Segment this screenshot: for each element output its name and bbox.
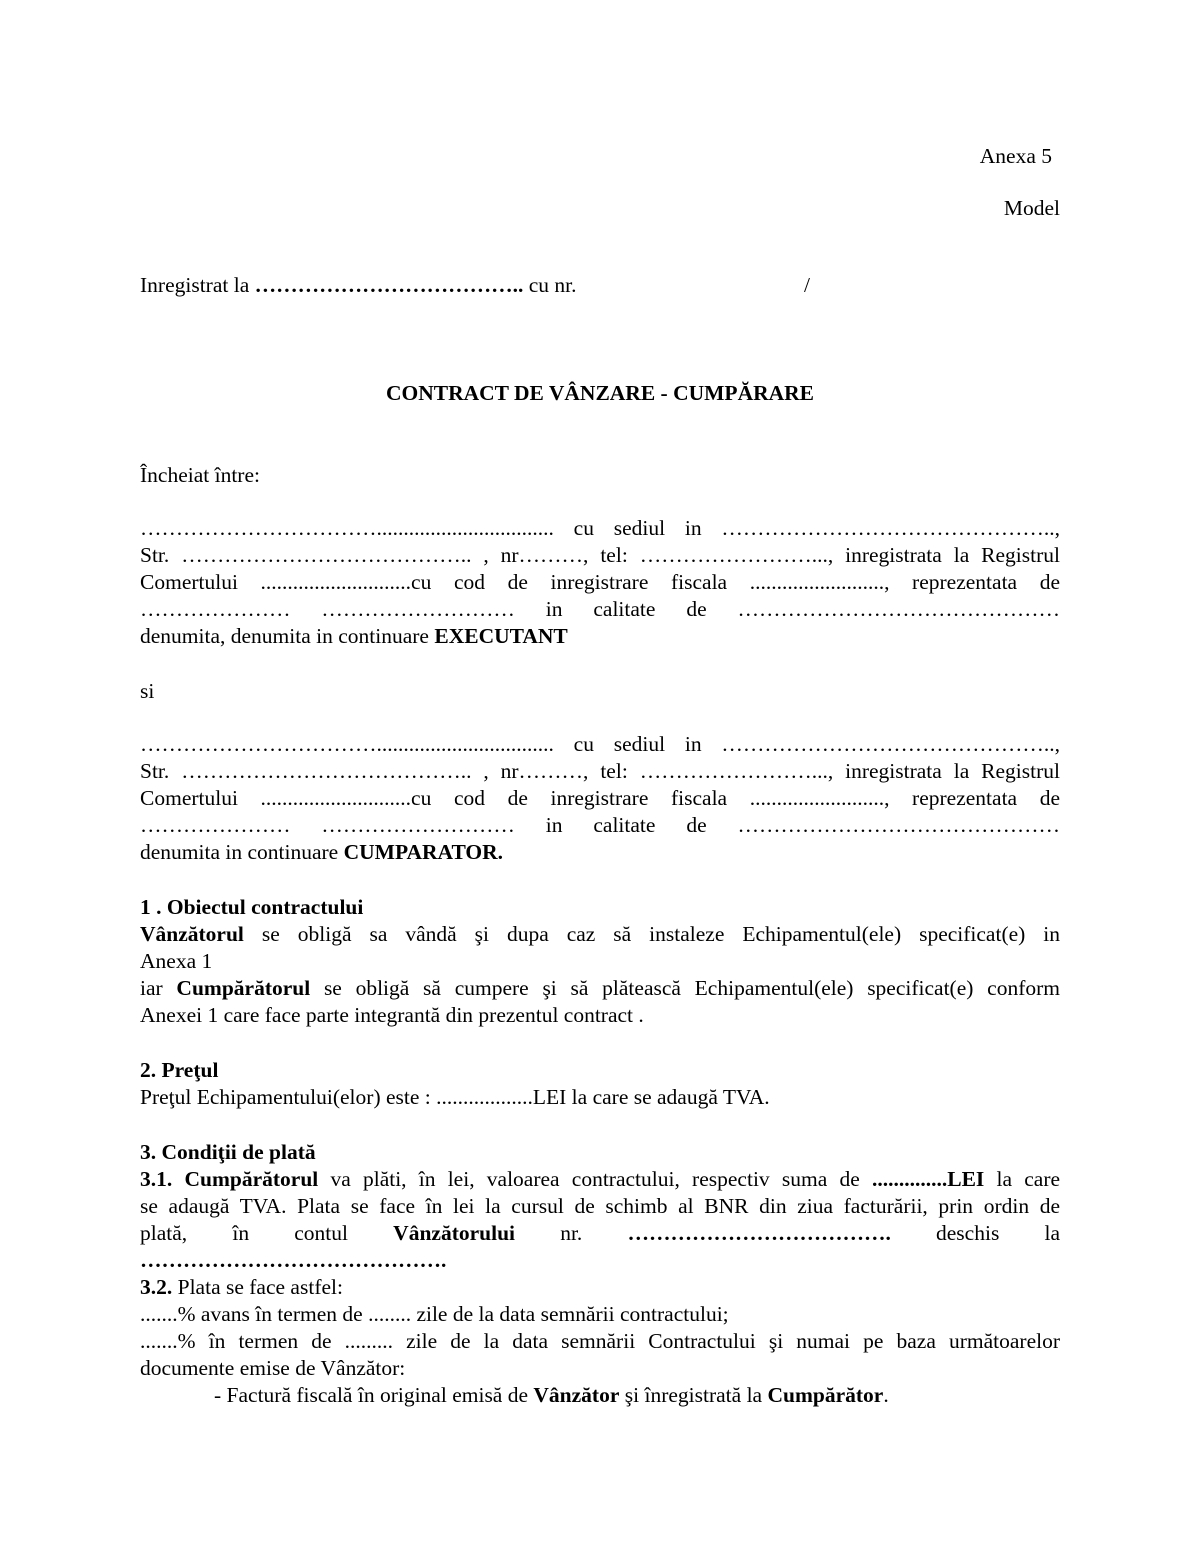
section1-line3-text: se obligă să cumpere şi să plătească Echipamentul(ele) specificat(e) conform [323,976,1060,1000]
section1-line4: Anexei 1 care face parte integrantă din prezentul contract . [140,1003,644,1027]
buyer-bold: Cumpărătorul [176,976,311,1000]
seller-bold: Vânzătorul [140,922,244,946]
section3-block [140,1139,1060,1409]
section2-heading [140,1057,1060,1084]
section3-heading-text: 3. Condiţii de plată [140,1140,316,1164]
section3-1-bank-dots: ……………………………………. [140,1248,447,1272]
section3-1-l3-c: contul [294,1221,348,1245]
party2-designation-text: denumita in continuare [140,840,339,864]
registration-label: Inregistrat la [140,273,250,297]
section3-1-account-dots: ………………………………. [627,1221,891,1245]
section3-heading [140,1139,1060,1166]
section3-1-l3-f: la [1044,1221,1061,1245]
section3-1-l3-a: plată, [140,1221,188,1245]
party2-line5 [140,839,1060,866]
party1-line5 [140,623,1060,650]
section3-1-text: va plăti, în lei, valoarea contractului, respectiv suma de [330,1167,860,1191]
section1-block [140,894,1060,1029]
party2-block [140,731,1060,866]
party1-designation-text: denumita, denumita in continuare [140,624,429,648]
section3-2-line5 [140,1382,1060,1409]
party1-line4: ………………… ……………………… in calitate de ……………………………………… [140,597,1060,621]
section1-line1 [140,921,1060,948]
section3-2-seller: Vânzător [533,1383,620,1407]
party2-line1: ……………………………................................. cu sediul in ……………………………………….., [140,732,1060,756]
party2-line4: ………………… ……………………… in calitate de ……………………………………… [140,813,1060,837]
section3-1-line2: se adaugă TVA. Plata se face în lei la cursul de schimb al BNR din ziua facturării, prin ordin de [140,1194,1060,1218]
section3-1-buyer: Cumpărătorul [184,1167,319,1191]
annex-label: Anexa 5 [979,144,1052,168]
registration-slash: / [804,273,810,297]
section3-1-seller: Vânzătorului [393,1221,516,1245]
section3-1-l3-e: deschis [936,1221,1000,1245]
section3-2-l5-pre: - Factură fiscală în original emisă de [214,1383,529,1407]
section3-1-l3-b: în [232,1221,250,1245]
section3-2-line1 [140,1274,1060,1301]
registration-dots: ……………………………….. [254,273,524,297]
contract-title: CONTRACT DE VÂNZARE - CUMPĂRARE [385,381,815,405]
section3-1-l3-nr: nr. [560,1221,583,1245]
party2-line3: Comertului ............................cu cod de inregistrare fiscala ........................., reprezentata de [140,786,1060,810]
party2-designation: CUMPARATOR. [343,840,504,864]
section3-2-number: 3.2. [140,1275,173,1299]
section3-2-line2: .......% avans în termen de ........ zile de la data semnării contractului; [140,1302,729,1326]
si-text: si [140,679,155,703]
section3-2-text: Plata se face astfel: [177,1275,343,1299]
party1-line2: Str. ………………………………….. , nr………, tel: ……………………..., inregistrata la Registrul [140,543,1060,567]
section3-1-line3 [140,1220,1060,1247]
section3-1-tail: la care [996,1167,1061,1191]
intro-text: Încheiat între: [140,463,260,487]
party1-designation: EXECUTANT [434,624,568,648]
section1-line3-pre: iar [140,976,163,1000]
party1-line3: Comertului ............................cu cod de inregistrare fiscala ........................., reprezentata de [140,570,1060,594]
section2-text: Preţul Echipamentului(elor) este : ..................LEI la care se adaugă TVA. [140,1085,770,1109]
section1-line3 [140,975,1060,1002]
party2-line2: Str. ………………………………….. , nr………, tel: ……………………..., inregistrata la Registrul [140,759,1060,783]
section1-heading-text: 1 . Obiectul contractului [140,895,364,919]
party1-line1: ……………………………................................. cu sediul in ……………………………………….., [140,516,1060,540]
section2-block [140,1057,1060,1111]
section3-2-l5-end: . [883,1383,889,1407]
party1-block [140,515,1060,650]
section2-heading-text: 2. Preţul [140,1058,219,1082]
model-label: Model [1003,196,1060,220]
section1-line2: Anexa 1 [140,949,213,973]
section3-1-line4 [140,1247,1060,1274]
section1-heading [140,894,1060,921]
section1-line1-text: se obligă sa vândă şi dupa caz să instaleze Echipamentul(ele) specificat(e) in [261,922,1060,946]
registration-nr-label: cu nr. [528,273,577,297]
section3-2-line3: .......% în termen de ......... zile de la data semnării Contractului şi numai pe baza următoarelor [140,1329,1060,1353]
registration-line [140,272,577,299]
section3-2-l5-mid: şi înregistrată la [624,1383,763,1407]
section3-2-line4: documente emise de Vânzător: [140,1356,406,1380]
section3-1-line1 [140,1166,1060,1193]
section3-1-number: 3.1. [140,1167,173,1191]
section3-1-amount: ..............LEI [871,1167,985,1191]
section3-2-buyer: Cumpărător [767,1383,884,1407]
